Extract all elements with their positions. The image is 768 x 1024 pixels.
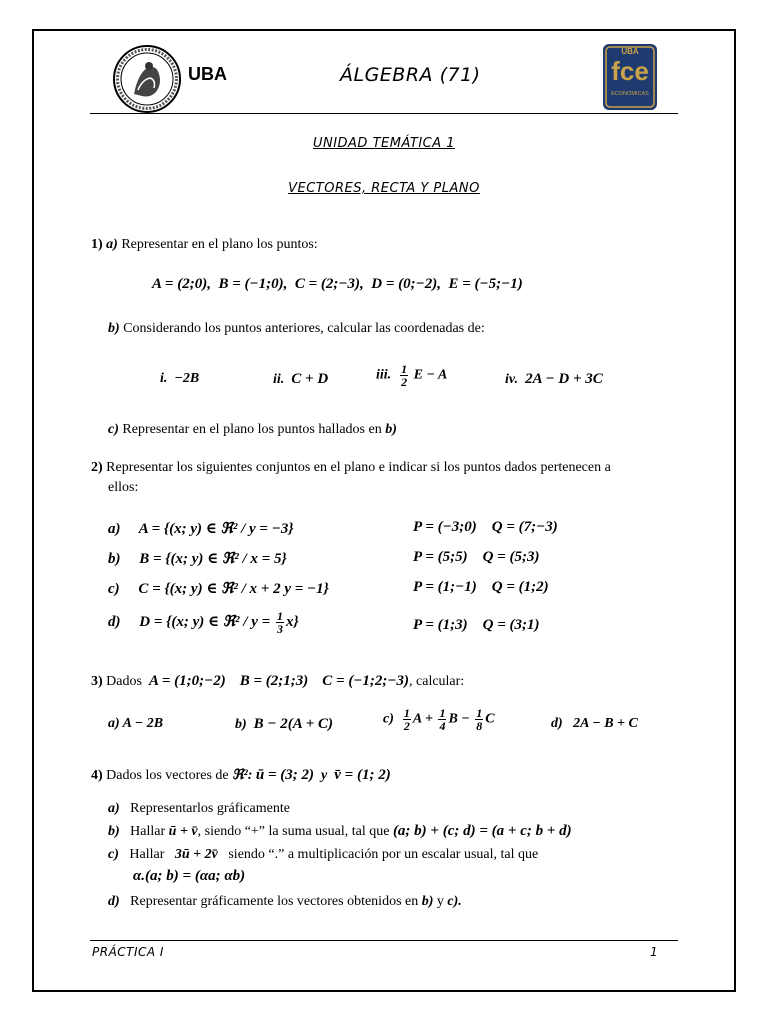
ex2-row-b-points: P = (5;5) Q = (5;3) — [413, 549, 540, 565]
ex1-c-line: c) Representar en el plano los puntos hallados en b) — [108, 422, 397, 437]
unit-subtitle: VECTORES, RECTA Y PLANO — [288, 181, 480, 196]
ex1-item-iii: iii. $\frac{1}{2}$ E − A — [376, 362, 448, 389]
fce-logo-top: UBA — [621, 47, 639, 56]
footer-divider — [90, 940, 678, 941]
ex4-b-line: b) Hallar ū + v̄, siendo “+” la suma usual, tal que (a; b) + (c; d) = (a + c; b + d) — [108, 823, 572, 839]
point-c: C = (2;−3) — [294, 276, 360, 292]
unit-title: UNIDAD TEMÁTICA 1 — [312, 136, 456, 151]
header-divider — [90, 113, 678, 114]
ex2-row-c-points: P = (1;−1) Q = (1;2) — [413, 579, 549, 595]
ex4-a-line: a) Representarlos gráficamente — [108, 801, 290, 816]
point-a: A = (2;0) — [152, 276, 208, 292]
ex2-row-d-points: P = (1;3) Q = (3;1) — [413, 617, 540, 633]
ex2-row-c: c) C = {(x; y) ∈ ℜ² / x + 2 y = −1} — [108, 581, 329, 597]
fce-logo-sub: ECONÓMICAS — [611, 91, 649, 97]
fce-logo — [603, 44, 657, 110]
page-number: 1 — [650, 945, 659, 959]
course-title: ÁLGEBRA (71) — [340, 64, 481, 86]
ex1-item-ii: ii. C + D — [273, 371, 329, 387]
ex1-b-line: b) Considerando los puntos anteriores, calcular las coordenadas de: — [108, 321, 485, 336]
ex3-item-c: c) $\frac{1}{2}$ A + $\frac{1}{4}$ B − $\frac{1}{8}$ C — [383, 706, 495, 733]
point-e: E = (−5;−1) — [448, 276, 523, 292]
ex2-row-d: d) D = {(x; y) ∈ ℜ² / y = $\frac{1}{3}$ x} — [108, 609, 299, 636]
ex2-row-b: b) B = {(x; y) ∈ ℜ² / x = 5} — [108, 551, 287, 567]
fce-logo-text: fce — [611, 56, 649, 86]
ex1-item-iv: iv. 2A − D + 3C — [505, 371, 603, 387]
ex4-c-rule: α.(a; b) = (αa; αb) — [133, 868, 246, 884]
ex2-row-a: a) A = {(x; y) ∈ ℜ² / y = −3} — [108, 521, 294, 537]
ex4-intro: 4) Dados los vectores de ℜ²: ū = (3; 2) y v̄ = (1; 2) — [91, 767, 391, 783]
ex1-item-i: i. −2B — [160, 371, 200, 386]
ex3-item-d: d) 2A − B + C — [551, 716, 638, 731]
ex2-intro-cont: ellos: — [108, 480, 139, 495]
ex4-c-line: c) Hallar 3ū + 2v̄ siendo “.” a multiplicación por un escalar usual, tal que — [108, 847, 539, 862]
ex3-item-a: a) A − 2B — [108, 716, 164, 731]
ex3-intro: 3) Dados A = (1;0;−2) B = (2;1;3) C = (−1;2;−3), calcular: — [91, 673, 465, 689]
footer-label: PRÁCTICA I — [92, 945, 164, 959]
point-b: B = (−1;0) — [218, 276, 284, 292]
ex1-points: A = (2;0), B = (−1;0), C = (2;−3), D = (0;−2), E = (−5;−1) — [152, 276, 523, 292]
ex2-intro: 2) Representar los siguientes conjuntos en el plano e indicar si los puntos dados pertenecen a — [91, 460, 611, 475]
university-name: UBA — [188, 64, 227, 84]
ex2-row-a-points: P = (−3;0) Q = (7;−3) — [413, 519, 558, 535]
ex1-a-line: 1) a) Representar en el plano los puntos: — [91, 237, 318, 252]
point-d: D = (0;−2) — [371, 276, 438, 292]
ex4-d-line: d) Representar gráficamente los vectores obtenidos en b) y c). — [108, 894, 462, 909]
university-seal-logo — [112, 44, 182, 114]
ex3-item-b: b) B − 2(A + C) — [235, 716, 333, 732]
